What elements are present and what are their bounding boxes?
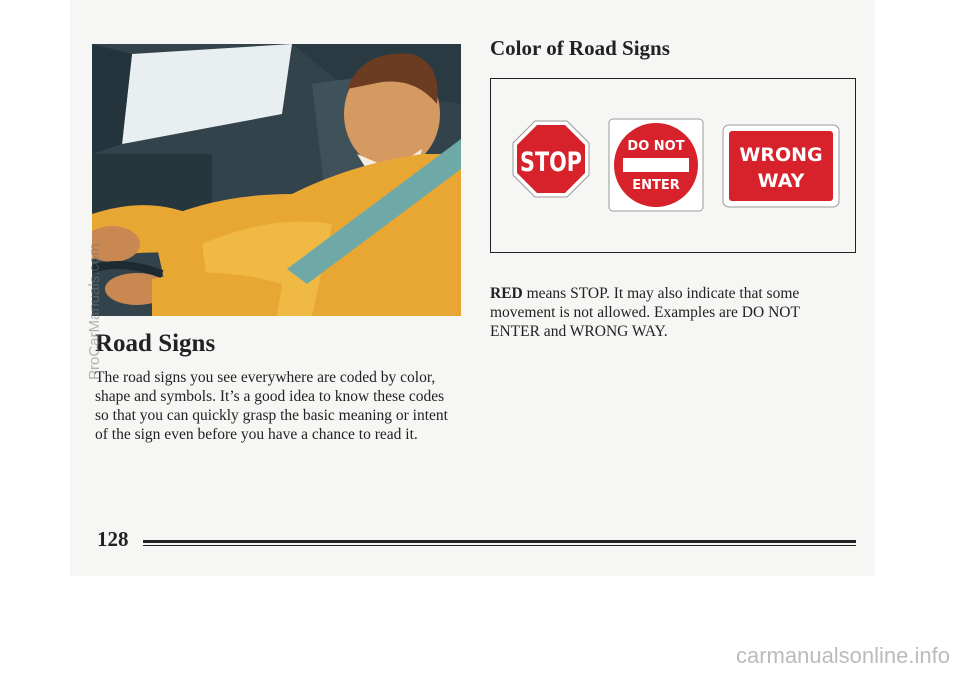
section-heading-sign-colors: Color of Road Signs: [490, 36, 670, 60]
red-meaning-paragraph: [490, 284, 840, 341]
bottom-watermark: carmanualsonline.info: [735, 643, 950, 668]
red-description: means STOP. It may also indicate that some movement is not allowed. Examples are DO NOT ENTER and WRONG WAY.: [490, 285, 800, 340]
driver-illustration-art: [92, 44, 461, 316]
wrong-way-top-text: WRONG: [739, 144, 823, 166]
section-heading-road-signs: Road Signs: [95, 330, 216, 357]
red-signs-art: [491, 79, 854, 251]
do-not-enter-sign-icon: [609, 119, 703, 211]
footer-rule: [143, 540, 856, 543]
wrong-way-bottom-text: WAY: [757, 170, 805, 192]
stop-sign-icon: [513, 121, 589, 197]
red-signs-figure: [490, 78, 856, 253]
side-watermark: ProCarManuals.com: [86, 243, 103, 380]
stop-sign-text: STOP: [520, 147, 582, 178]
red-term: RED: [490, 285, 523, 302]
footer-rule-thin: [143, 545, 856, 546]
do-not-enter-top-text: DO NOT: [627, 139, 685, 154]
page-number: 128: [97, 527, 129, 551]
wrong-way-sign-icon: [723, 125, 839, 207]
do-not-enter-bottom-text: ENTER: [632, 178, 680, 193]
road-signs-paragraph: The road signs you see everywhere are coded by color, shape and symbols. It’s a good idea to know these codes so that you can quickly grasp the basic meaning or intent of the sign even before you have a chance to read it.: [95, 369, 448, 443]
driver-illustration: [92, 44, 461, 316]
